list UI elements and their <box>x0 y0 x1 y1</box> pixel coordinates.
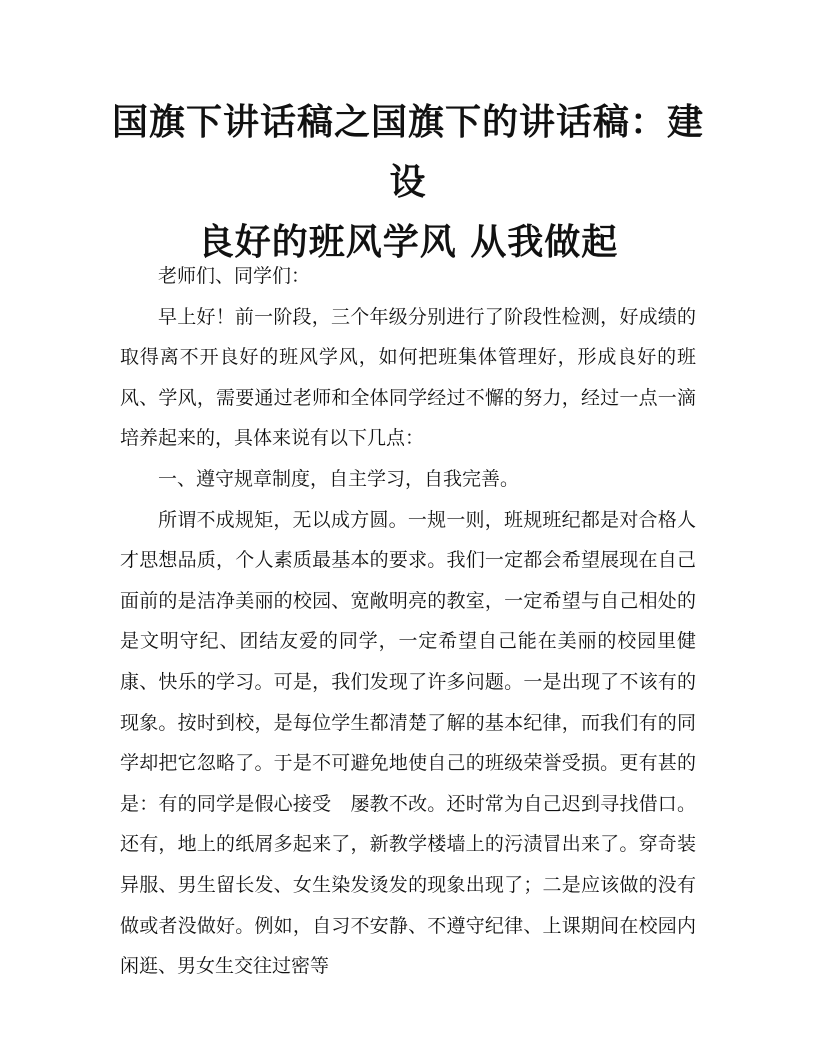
title-line-1: 国旗下讲话稿之国旗下的讲话稿：建设 <box>111 101 704 203</box>
greeting-paragraph: 早上好！前一阶段，三个年级分别进行了阶段性检测，好成绩的取得离不开良好的班风学风，如何把班集体管理好，形成良好的班风、学风，需要通过老师和全体同学经过不懈的努力，经过一点一滴培养起来的，具体来说有以下几点： <box>120 305 696 450</box>
document-title <box>110 92 706 272</box>
salutation-paragraph: 老师们、同学们： <box>158 265 311 287</box>
section-heading-paragraph: 一、遵守规章制度，自主学习，自我完善。 <box>158 467 520 490</box>
title-line-2: 良好的班风学风 从我做起 <box>197 221 619 263</box>
body-paragraph: 所谓不成规矩，无以成方圆。一规一则，班规班纪都是对合格人才思想品质，个人素质最基本的要求。我们一定都会希望展现在自己面前的是洁净美丽的校园、宽敞明亮的教室，一定希望与自己相处的是文明守纪、团结友爱的同学，一定希望自己能在美丽的校园里健康、快乐的学习。可是，我们发现了许多问题。一是出现了不该有的现象。按时到校，是每位学生都清楚了解的基本纪律，而我们有的同学却把它忽略了。于是不可避免地使自己的班级荣誉受损。更有甚的是：有的同学是假心接受 屡教不改。还时常为自己迟到寻找借口。还有，地上的纸屑多起来了，新教学楼墙上的污渍冒出来了。穿奇装异服、男生留长发、女生染发烫发的现象出现了；二是应该做的没有做或者没做好。例如，自习不安静、不遵守纪律、上课期间在校园内闲逛、男女生交往过密等 <box>120 508 696 978</box>
document-body <box>120 256 696 987</box>
